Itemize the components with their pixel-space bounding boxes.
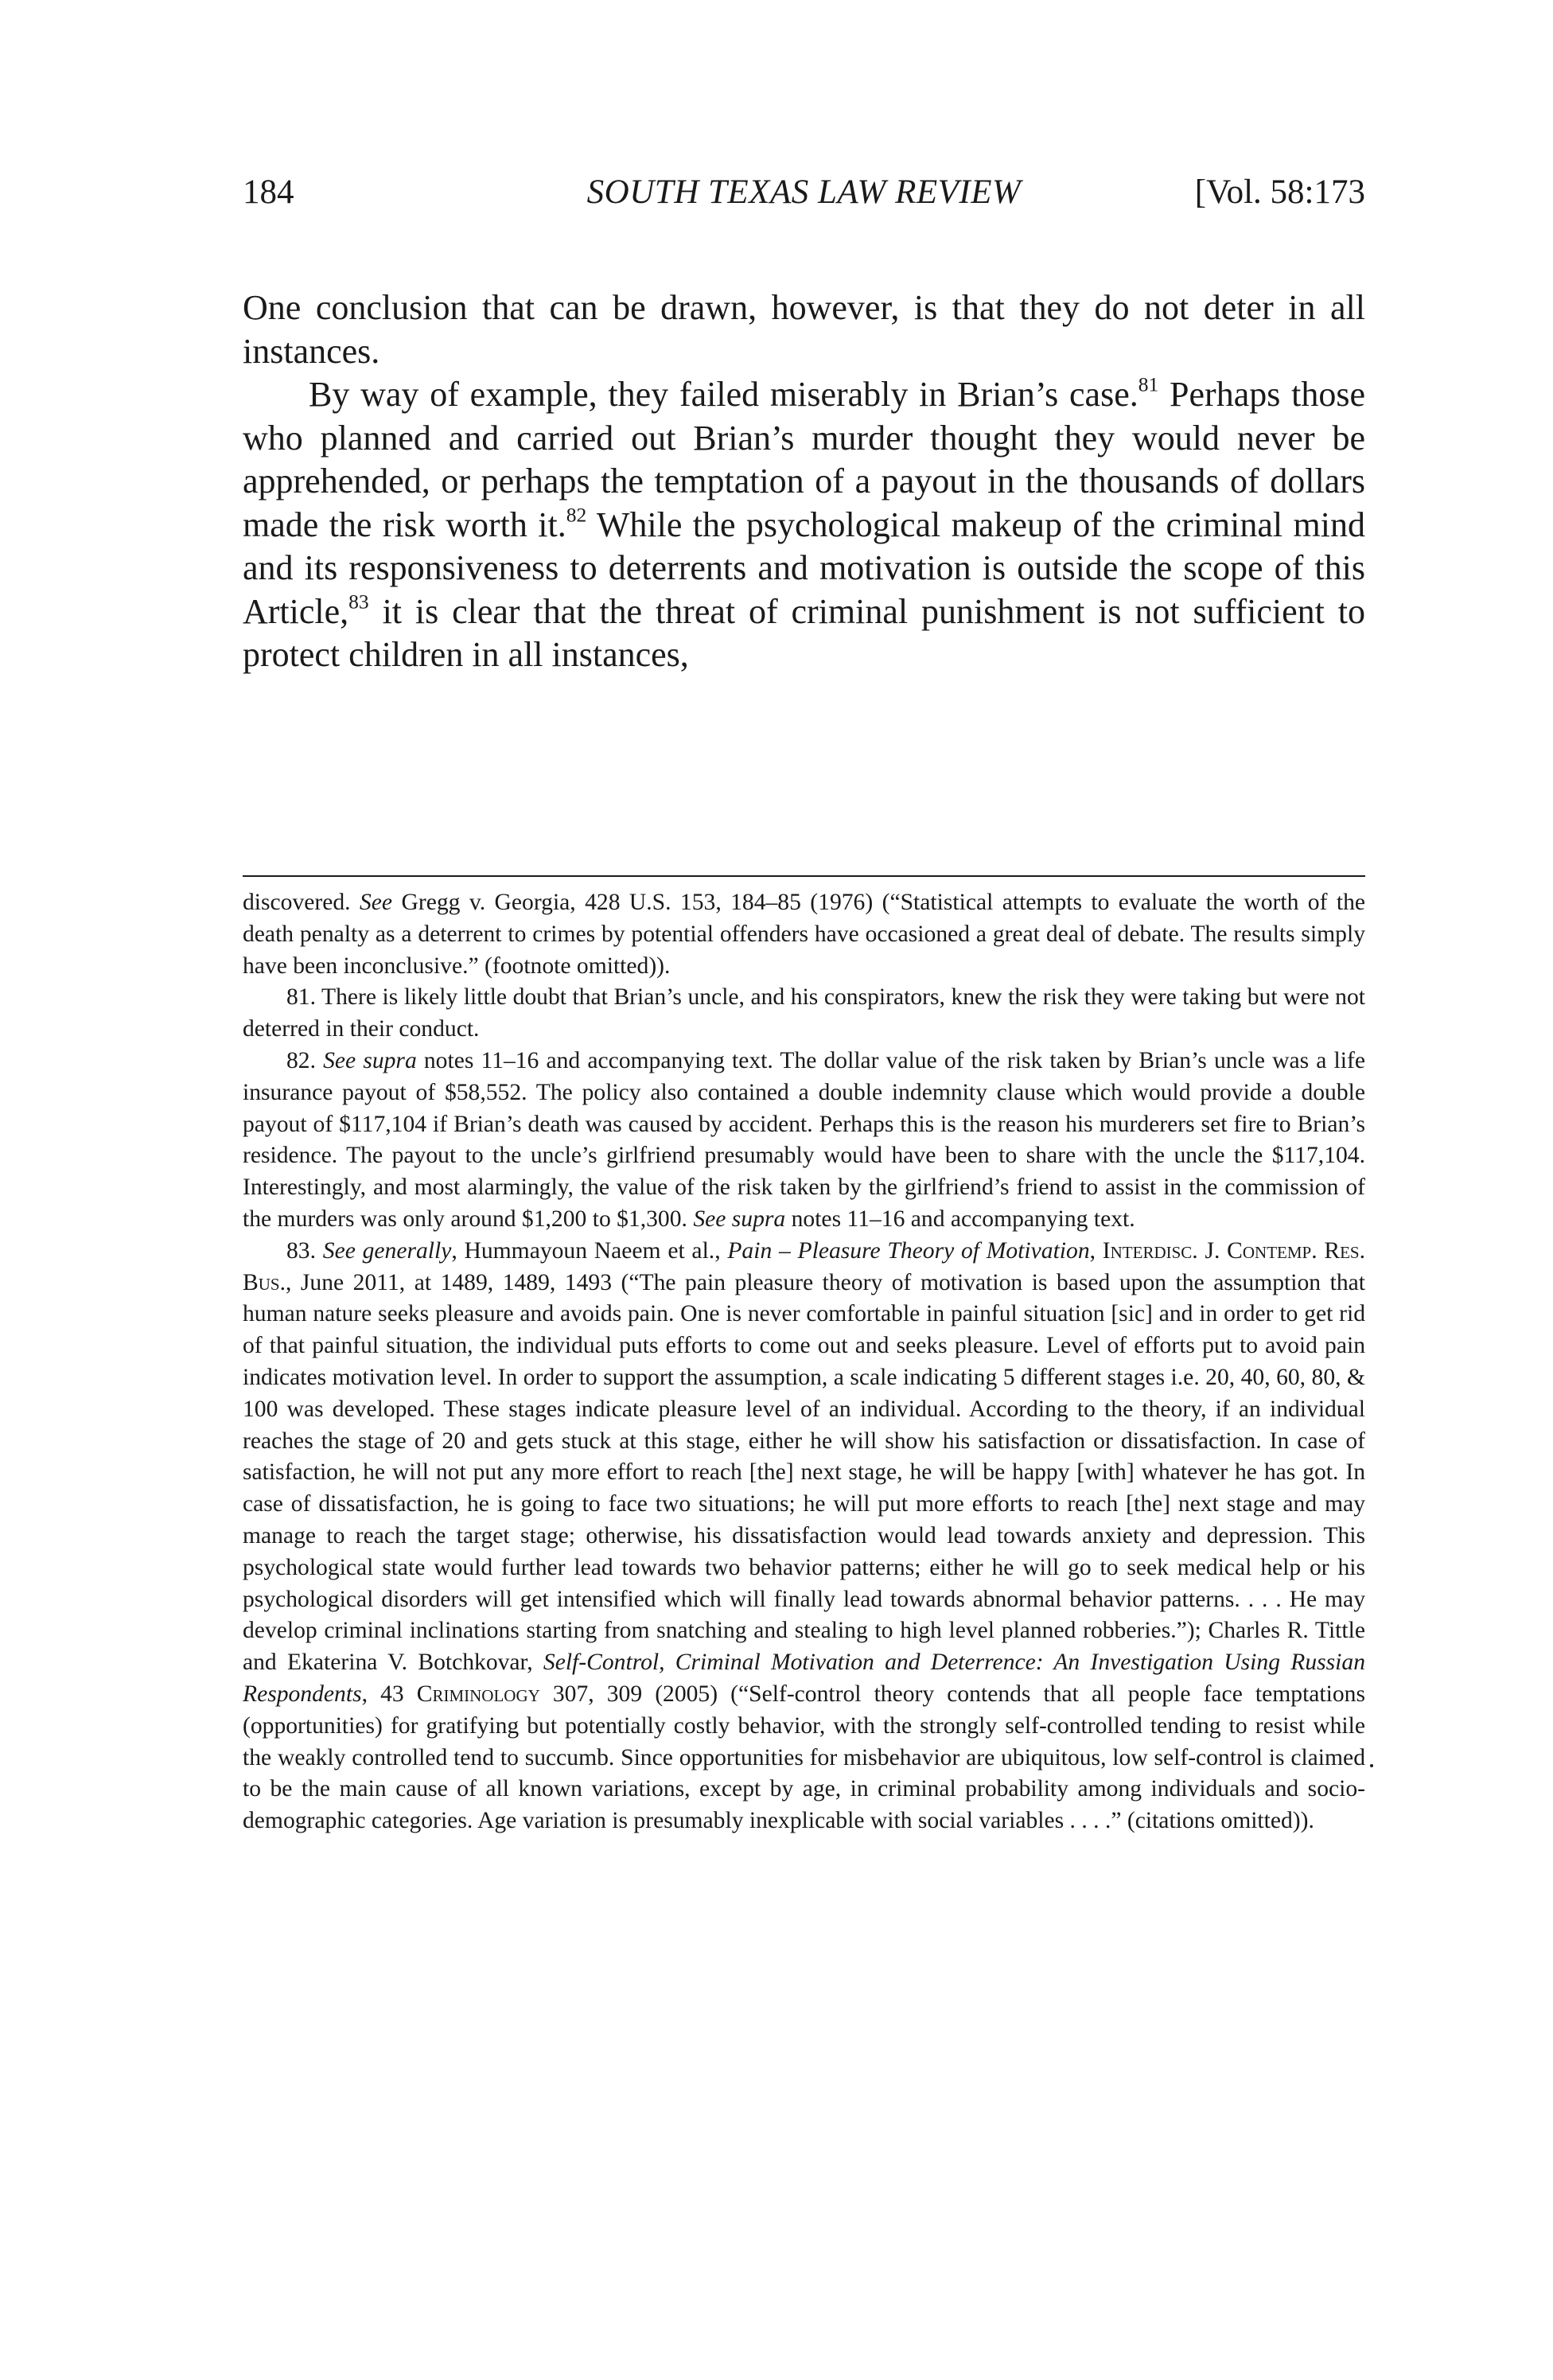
footnote-number: 82. xyxy=(286,1047,316,1073)
footnote-83: 83. See generally, Hummayoun Naeem et al., Pain – Pleasure Theory of Motivation, Interdisc. J. Contemp. Res. Bus., June 2011, at 1489, 1489, 1493 (“The pain pleasure theory of motivation is based upon the assumption that human nature seeks pleasure and avoids pain. One is never comfortable in painful situation [sic] and in order to get rid of that painful situation, the individual puts efforts to come out and seeks pleasure. Level of efforts put to avoid pain indicates motivation level. In order to support the assumption, a scale indicating 5 different stages i.e. 20, 40, 60, 80, & 100 was developed. These stages indicate pleasure level of an individual. According to the theory, if an individual reaches the stage of 20 and gets stuck at this stage, either he will show his satisfaction or dissatisfaction. In case of satisfaction, he will not put any more effort to reach [the] next stage, he will be happy [with] whatever he has got. In case of dissatisfaction, he is going to face two situations; he will put more efforts to reach [the] next stage and may manage to reach the target stage; otherwise, his dissatisfaction would lead towards anxiety and depression. This psychological state would further lead towards two behavior patterns; either he will go to seek medical help or his psychological disorders will get intensified which will finally lead towards abnormal behavior patterns. . . . He may develop criminal inclinations starting from snatching and stealing to high level planned robberies.”); Charles R. Tittle and Ekaterina V. Botchkovar, Self-Control, Criminal Motivation and Deterrence: An Investigation Using Russian Respondents, 43 Criminology 307, 309 (2005) (“Self-control theory contends that all people face temptations (opportunities) for gratifying but potentially costly behavior, with the strongly self-controlled tending to resist while the weakly controlled tend to succumb. Since opportunities for misbehavior are ubiquitous, low self-control is claimed to be the main cause of all known variations, except by age, in criminal probability among individuals and socio-demographic categories. Age variation is presumably inexplicable with social variables . . . .” (citations omitted)). xyxy=(243,1237,1365,1834)
footnote-ref-81[interactable]: 81 xyxy=(1138,372,1159,396)
footnote-divider xyxy=(243,875,1365,877)
running-header xyxy=(243,169,1365,216)
main-text xyxy=(243,286,1365,677)
volume-citation: [Vol. 58:173 xyxy=(1194,173,1365,211)
footnote-number: 81. xyxy=(286,984,316,1011)
footnote-81: 81. There is likely little doubt that Brian’s uncle, and his conspirators, knew the risk they were taking but were not deterred in their conduct. xyxy=(243,984,1365,1042)
footnote-82: 82. See supra notes 11–16 and accompanying text. The dollar value of the risk taken by Brian’s uncle was a life insurance payout of $58,552. The policy also contained a double indemnity clause which would provide a double payout of $117,104 if Brian’s death was caused by accident. Perhaps this is the reason his murderers set fire to Brian’s residence. The payout to the uncle’s girlfriend presumably would have been to share with the uncle the $117,104. Interestingly, and most alarmingly, the value of the risk taken by the girlfriend’s friend to assist in the commission of the murders was only around $1,200 to $1,300. See supra notes 11–16 and accompanying text. xyxy=(243,1047,1365,1232)
footnote-ref-82[interactable]: 82 xyxy=(566,503,587,527)
page-number: 184 xyxy=(243,173,294,211)
paragraph: One conclusion that can be drawn, however, is that they do not deter in all instances. xyxy=(243,288,1365,371)
footnote-continuation: discovered. See Gregg v. Georgia, 428 U.S. 153, 184–85 (1976) (“Statistical attempts to evaluate the worth of the death penalty as a deterrent to crimes by potential offenders have occasioned a great deal of debate. The results simply have been inconclusive.” (footnote omitted)). xyxy=(243,890,1366,979)
footnote-number: 83. xyxy=(286,1237,316,1264)
journal-title: SOUTH TEXAS LAW REVIEW xyxy=(586,173,1022,211)
footnotes xyxy=(243,887,1365,1837)
paragraph: By way of example, they failed miserably in Brian’s case.$^{81}$ Perhaps those who planned and carried out Brian’s murder thought they would never be apprehended, or perhaps the temptation of a payout in the thousands of dollars made the risk worth it.$^{82}$ While the psychological makeup of the criminal mind and its responsiveness to deterrents and motivation is outside the scope of this Article,$^{83}$ it is clear that the threat of criminal punishment is not sufficient to protect children in all instances, xyxy=(243,372,1365,674)
footnote-ref-83[interactable]: 83 xyxy=(348,590,369,614)
stray-mark xyxy=(1370,1764,1373,1767)
